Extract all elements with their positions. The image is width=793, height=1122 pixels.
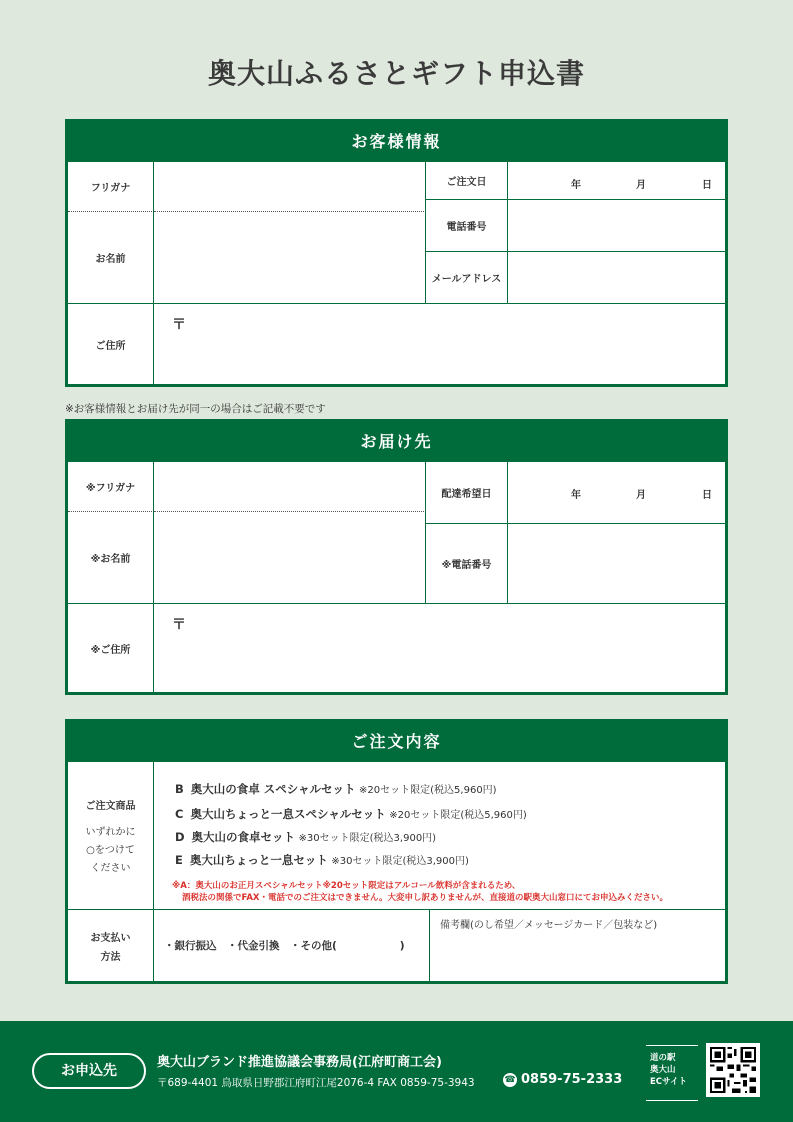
name-label: お名前 <box>68 212 154 304</box>
product-e-code: E <box>175 853 183 867</box>
payment-label-cell <box>68 910 154 981</box>
desired-date-field[interactable] <box>508 462 725 524</box>
email-field[interactable] <box>508 252 725 304</box>
product-b-code: B <box>175 782 184 796</box>
delivery-phone-field[interactable] <box>508 524 725 604</box>
ec-label-3: ECサイト <box>650 1077 687 1087</box>
phone-label: 電話番号 <box>426 200 508 252</box>
remarks-field[interactable] <box>430 910 725 981</box>
product-option-d[interactable] <box>175 829 436 845</box>
alcohol-warning-2: 酒税法の関係でFAX・電話でのご注文はできません。大変申し訳ありませんが、直接道の駅奥大山窓口にてお申込みください。 <box>182 893 668 903</box>
delivery-phone-label: ※電話番号 <box>426 524 508 604</box>
product-c-code: C <box>175 807 184 821</box>
organization-name: 奥大山ブランド推進協議会事務局(江府町商工会) <box>157 1055 442 1070</box>
product-d-limit: ※30セット限定(税込3,900円) <box>298 833 437 844</box>
product-option-c[interactable] <box>175 806 527 822</box>
order-month: 月 <box>636 180 646 191</box>
phone-number[interactable] <box>503 1072 622 1087</box>
remarks-label: 備考欄(のし希望／メッセージカード／包装など) <box>440 920 658 931</box>
delivery-year: 年 <box>571 490 581 501</box>
qr-code-icon[interactable] <box>706 1043 760 1097</box>
alcohol-warning-1: ※A：奥大山のお正月スペシャルセット※20セット限定はアルコール飲料が含まれるため、 <box>172 881 521 891</box>
product-c-name: 奥大山ちょっと一息スペシャルセット <box>190 807 386 821</box>
delivery-address-field[interactable] <box>154 604 725 692</box>
order-date-field[interactable] <box>508 162 725 200</box>
furigana-label: フリガナ <box>68 162 154 212</box>
product-d-code: D <box>175 830 185 844</box>
ec-site-label <box>646 1045 698 1101</box>
product-option-b[interactable] <box>175 781 497 797</box>
product-hint-2: ○をつけて <box>86 845 135 856</box>
product-option-e[interactable] <box>175 852 469 868</box>
customer-heading: お客様情報 <box>68 122 725 162</box>
address-label: ご住所 <box>68 304 154 384</box>
product-b-name: 奥大山の食卓 スペシャルセット <box>190 782 356 796</box>
product-label-cell <box>68 762 154 910</box>
ec-label-1: 道の駅 <box>650 1053 676 1063</box>
desired-date-label: 配達希望日 <box>426 462 508 524</box>
name-field[interactable] <box>154 212 426 304</box>
organization-address: 〒689-4401 鳥取県日野郡江府町江尾2076-4 FAX 0859-75-3943 <box>157 1077 475 1089</box>
postal-mark: 〒 <box>172 317 186 333</box>
order-day: 日 <box>702 180 712 191</box>
product-hint-3: ください <box>90 863 131 874</box>
product-e-name: 奥大山ちょっと一息セット <box>189 853 328 867</box>
phone-field[interactable] <box>508 200 725 252</box>
delivery-month: 月 <box>636 490 646 501</box>
customer-section <box>65 119 728 387</box>
delivery-heading: お届け先 <box>68 422 725 462</box>
ec-label-2: 奥大山 <box>650 1065 676 1075</box>
product-e-limit: ※30セット限定(税込3,900円) <box>331 856 469 867</box>
delivery-address-label: ※ご住所 <box>68 604 154 692</box>
delivery-day: 日 <box>702 490 712 501</box>
delivery-furigana-label: ※フリガナ <box>68 462 154 512</box>
email-label: メールアドレス <box>426 252 508 304</box>
payment-label-1: お支払い <box>90 932 131 944</box>
footer <box>0 1021 793 1122</box>
product-d-name: 奥大山の食卓セット <box>191 830 296 844</box>
same-info-note: ※お客様情報とお届け先が同一の場合はご記載不要です <box>65 403 326 415</box>
delivery-name-field[interactable] <box>154 512 426 604</box>
product-hint-1: いずれかに <box>85 827 136 838</box>
order-heading: ご注文内容 <box>68 722 725 762</box>
payment-label-2: 方法 <box>100 951 121 963</box>
furigana-field[interactable] <box>154 162 426 212</box>
order-year: 年 <box>571 180 581 191</box>
product-c-limit: ※20セット限定(税込5,960円) <box>389 810 527 821</box>
delivery-postal-mark: 〒 <box>172 617 186 633</box>
payment-options[interactable]: ・銀行振込 ・代金引換 ・その他( ) <box>154 910 430 981</box>
product-b-limit: ※20セット限定(税込5,960円) <box>359 785 497 796</box>
page-title: 奥大山ふるさとギフト申込書 <box>207 57 585 90</box>
delivery-furigana-field[interactable] <box>154 462 426 512</box>
apply-to-button: お申込先 <box>32 1053 146 1089</box>
product-label: ご注文商品 <box>85 801 136 812</box>
order-date-label: ご注文日 <box>426 162 508 200</box>
delivery-name-label: ※お名前 <box>68 512 154 604</box>
address-field[interactable] <box>154 304 725 384</box>
phone-number-text: 0859-75-2333 <box>521 1072 623 1087</box>
phone-icon: ☎ <box>504 1074 516 1085</box>
delivery-section <box>65 419 728 695</box>
